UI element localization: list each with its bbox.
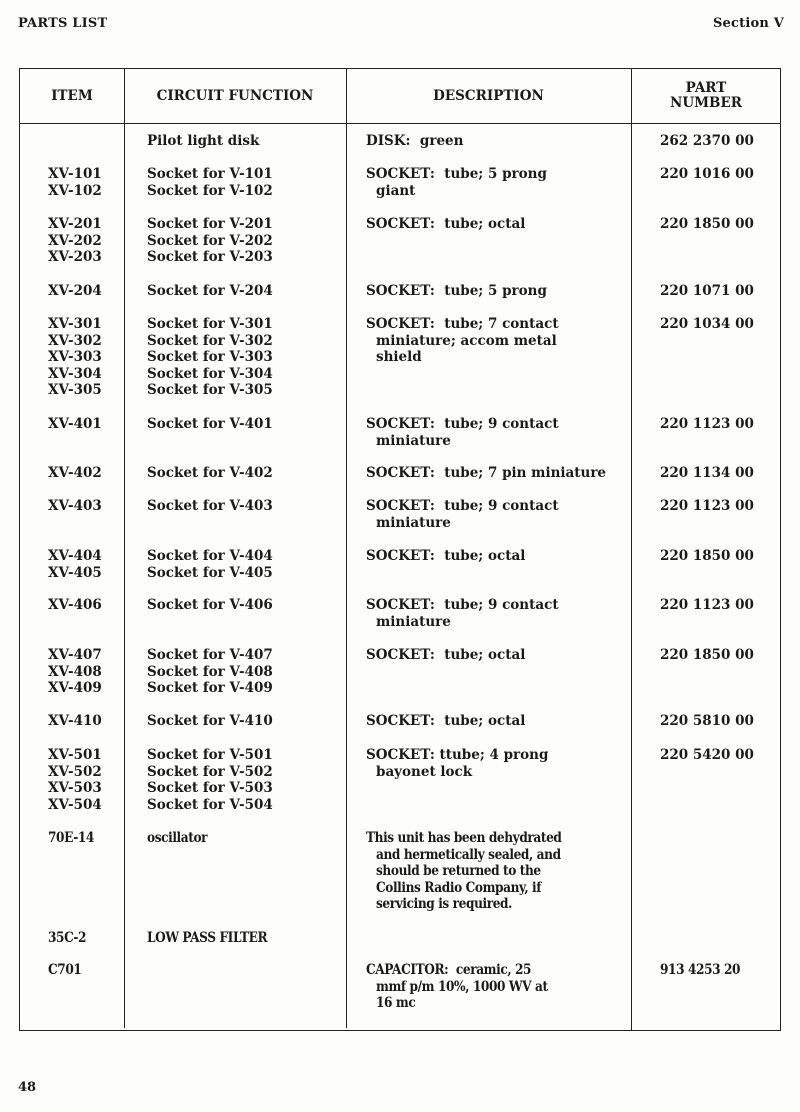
description-line: giant	[376, 182, 416, 199]
function-line: Socket for V-304	[147, 365, 273, 382]
item-line: XV-101	[48, 166, 102, 182]
item-line: XV-409	[48, 680, 102, 697]
cell-part	[660, 747, 754, 764]
part-number: 220 1071 00	[660, 283, 754, 299]
item-line: XV-502	[48, 763, 102, 780]
item-line: XV-401	[48, 416, 102, 432]
item-line: XV-302	[48, 332, 102, 349]
cell-item	[48, 465, 102, 482]
description-line: Collins Radio Company, if	[376, 879, 542, 896]
item-line: XV-202	[48, 232, 102, 249]
description-line: SOCKET: tube; 9 contact	[366, 416, 559, 432]
cell-part	[660, 316, 754, 333]
description-line: bayonet lock	[376, 763, 473, 780]
item-line: XV-402	[48, 465, 102, 481]
cell-function	[147, 830, 207, 847]
part-number: 220 1134 00	[660, 465, 754, 481]
cell-function	[147, 166, 273, 199]
cell-function	[147, 133, 259, 150]
cell-part	[660, 647, 754, 664]
cell-description	[366, 416, 559, 449]
cell-description	[366, 316, 559, 366]
cell-item	[48, 498, 102, 515]
description-line: miniature	[376, 432, 451, 449]
cell-part	[660, 548, 754, 565]
function-line: Socket for V-503	[147, 780, 273, 797]
cell-function	[147, 216, 273, 266]
item-line: XV-504	[48, 796, 102, 813]
column-header-part-number	[631, 69, 781, 123]
description-line: SOCKET: tube; octal	[366, 216, 526, 232]
cell-part	[660, 465, 754, 482]
item-line: XV-410	[48, 713, 102, 729]
description-line: SOCKET: ttube; 4 prong	[366, 747, 549, 763]
cell-description	[366, 548, 525, 565]
function-line: Socket for V-303	[147, 349, 273, 366]
cell-function	[147, 283, 273, 300]
cell-function	[147, 647, 273, 697]
part-number: 220 1123 00	[660, 498, 754, 514]
page-number: 48	[18, 1080, 37, 1095]
description-line: SOCKET: tube; 7 pin miniature	[366, 465, 607, 481]
part-number: 220 1850 00	[660, 548, 754, 564]
cell-part	[660, 166, 754, 183]
part-number: 220 5420 00	[660, 747, 754, 763]
function-line: Socket for V-404	[147, 548, 273, 564]
cell-description	[366, 830, 562, 913]
item-line: XV-304	[48, 365, 102, 382]
cell-description	[366, 647, 525, 664]
cell-description	[366, 283, 547, 300]
function-line: Socket for V-305	[147, 382, 273, 399]
cell-function	[147, 416, 273, 433]
cell-description	[366, 747, 548, 780]
item-line: XV-503	[48, 780, 102, 797]
header-divider	[20, 123, 780, 124]
cell-item	[48, 166, 102, 199]
cell-description	[366, 962, 548, 1012]
function-line: Socket for V-401	[147, 416, 273, 432]
item-line: XV-408	[48, 663, 102, 680]
item-line: XV-102	[48, 182, 102, 199]
cell-function	[147, 316, 273, 399]
description-line: SOCKET: tube; octal	[366, 548, 526, 564]
description-line: CAPACITOR: ceramic, 25	[366, 962, 532, 978]
description-line: should be returned to the	[376, 863, 541, 880]
description-line: SOCKET: tube; octal	[366, 713, 526, 729]
cell-function	[147, 930, 267, 947]
cell-item	[48, 962, 81, 979]
part-number: 913 4253 20	[660, 962, 741, 978]
cell-description	[366, 713, 525, 730]
item-line: C701	[48, 962, 82, 978]
description-line: SOCKET: tube; 7 contact	[366, 316, 559, 332]
cell-part	[660, 597, 754, 614]
description-line: shield	[376, 349, 422, 366]
page-header-title: PARTS LIST	[18, 16, 108, 31]
description-line: SOCKET: tube; 5 prong	[366, 166, 547, 182]
function-line: Socket for V-408	[147, 663, 273, 680]
column-header-description: DESCRIPTION	[433, 87, 544, 104]
function-line: Socket for V-504	[147, 796, 273, 813]
function-line: Socket for V-502	[147, 763, 273, 780]
page-header-section: Section V	[712, 16, 784, 31]
function-line: Socket for V-410	[147, 713, 273, 729]
description-line: and hermetically sealed, and	[376, 846, 561, 863]
cell-description	[366, 498, 559, 531]
description-line: SOCKET: tube; octal	[366, 647, 526, 663]
cell-item	[48, 316, 102, 399]
cell-part	[660, 713, 754, 730]
part-number-header-text: PART NUMBER	[670, 80, 742, 111]
item-line: XV-204	[48, 283, 102, 299]
description-line: SOCKET: tube; 9 contact	[366, 597, 559, 613]
description-line: DISK: green	[366, 133, 464, 149]
cell-description	[366, 133, 463, 150]
item-line: XV-203	[48, 249, 102, 266]
cell-part	[660, 283, 754, 300]
cell-description	[366, 597, 559, 630]
function-line: Socket for V-409	[147, 680, 273, 697]
item-line: XV-201	[48, 216, 102, 232]
cell-item	[48, 930, 86, 947]
function-line: Socket for V-201	[147, 216, 273, 232]
function-line: Socket for V-402	[147, 465, 273, 481]
cell-function	[147, 597, 273, 614]
function-line: Socket for V-102	[147, 182, 273, 199]
function-line: LOW PASS FILTER	[147, 930, 268, 946]
part-number: 220 1123 00	[660, 416, 754, 432]
cell-item	[48, 548, 102, 581]
cell-function	[147, 713, 273, 730]
column-divider	[631, 69, 632, 1030]
cell-description	[366, 465, 606, 482]
function-line: Pilot light disk	[147, 133, 260, 149]
function-line: Socket for V-204	[147, 283, 273, 299]
cell-description	[366, 216, 525, 233]
cell-item	[48, 216, 102, 266]
cell-item	[48, 283, 102, 300]
cell-item	[48, 830, 94, 847]
item-line: XV-403	[48, 498, 102, 514]
item-line: XV-404	[48, 548, 102, 564]
cell-item	[48, 713, 102, 730]
description-line: miniature	[376, 613, 451, 630]
function-line: Socket for V-202	[147, 232, 273, 249]
function-line: Socket for V-302	[147, 332, 273, 349]
description-line: This unit has been dehydrated	[366, 830, 562, 846]
part-number: 220 1034 00	[660, 316, 754, 332]
item-line: XV-301	[48, 316, 102, 332]
description-line: miniature; accom metal	[376, 332, 557, 349]
cell-function	[147, 498, 273, 515]
item-line: XV-305	[48, 382, 102, 399]
cell-part	[660, 216, 754, 233]
function-line: Socket for V-407	[147, 647, 273, 663]
function-line: Socket for V-501	[147, 747, 273, 763]
cell-description	[366, 166, 547, 199]
function-line: Socket for V-101	[147, 166, 273, 182]
description-line: 16 mc	[376, 995, 416, 1012]
cell-part	[660, 498, 754, 515]
cell-part	[660, 133, 754, 150]
part-number: 220 1850 00	[660, 647, 754, 663]
column-divider	[346, 69, 347, 1028]
description-line: mmf p/m 10%, 1000 WV at	[376, 978, 548, 995]
cell-item	[48, 416, 102, 433]
function-line: oscillator	[147, 830, 208, 846]
cell-function	[147, 747, 273, 813]
part-number: 220 1123 00	[660, 597, 754, 613]
cell-function	[147, 465, 273, 482]
part-number: 262 2370 00	[660, 133, 754, 149]
description-line: SOCKET: tube; 9 contact	[366, 498, 559, 514]
cell-part	[660, 962, 740, 979]
cell-part	[660, 416, 754, 433]
item-line: XV-501	[48, 747, 102, 763]
cell-item	[48, 647, 102, 697]
cell-item	[48, 597, 102, 614]
item-line: 70E-14	[48, 830, 94, 846]
description-line: SOCKET: tube; 5 prong	[366, 283, 547, 299]
part-number: 220 5810 00	[660, 713, 754, 729]
item-line: XV-407	[48, 647, 102, 663]
column-header-item: ITEM	[51, 87, 93, 104]
part-number: 220 1850 00	[660, 216, 754, 232]
function-line: Socket for V-203	[147, 249, 273, 266]
description-line: servicing is required.	[376, 896, 512, 913]
item-line: XV-406	[48, 597, 102, 613]
part-number: 220 1016 00	[660, 166, 754, 182]
function-line: Socket for V-301	[147, 316, 273, 332]
parts-list-table	[19, 68, 781, 1031]
column-divider	[124, 69, 125, 1028]
description-line: miniature	[376, 514, 451, 531]
column-header-circuit-function: CIRCUIT FUNCTION	[156, 87, 314, 104]
item-line: XV-303	[48, 349, 102, 366]
function-line: Socket for V-403	[147, 498, 273, 514]
cell-item	[48, 747, 102, 813]
function-line: Socket for V-405	[147, 564, 273, 581]
cell-function	[147, 548, 273, 581]
item-line: XV-405	[48, 564, 102, 581]
item-line: 35C-2	[48, 930, 87, 946]
function-line: Socket for V-406	[147, 597, 273, 613]
